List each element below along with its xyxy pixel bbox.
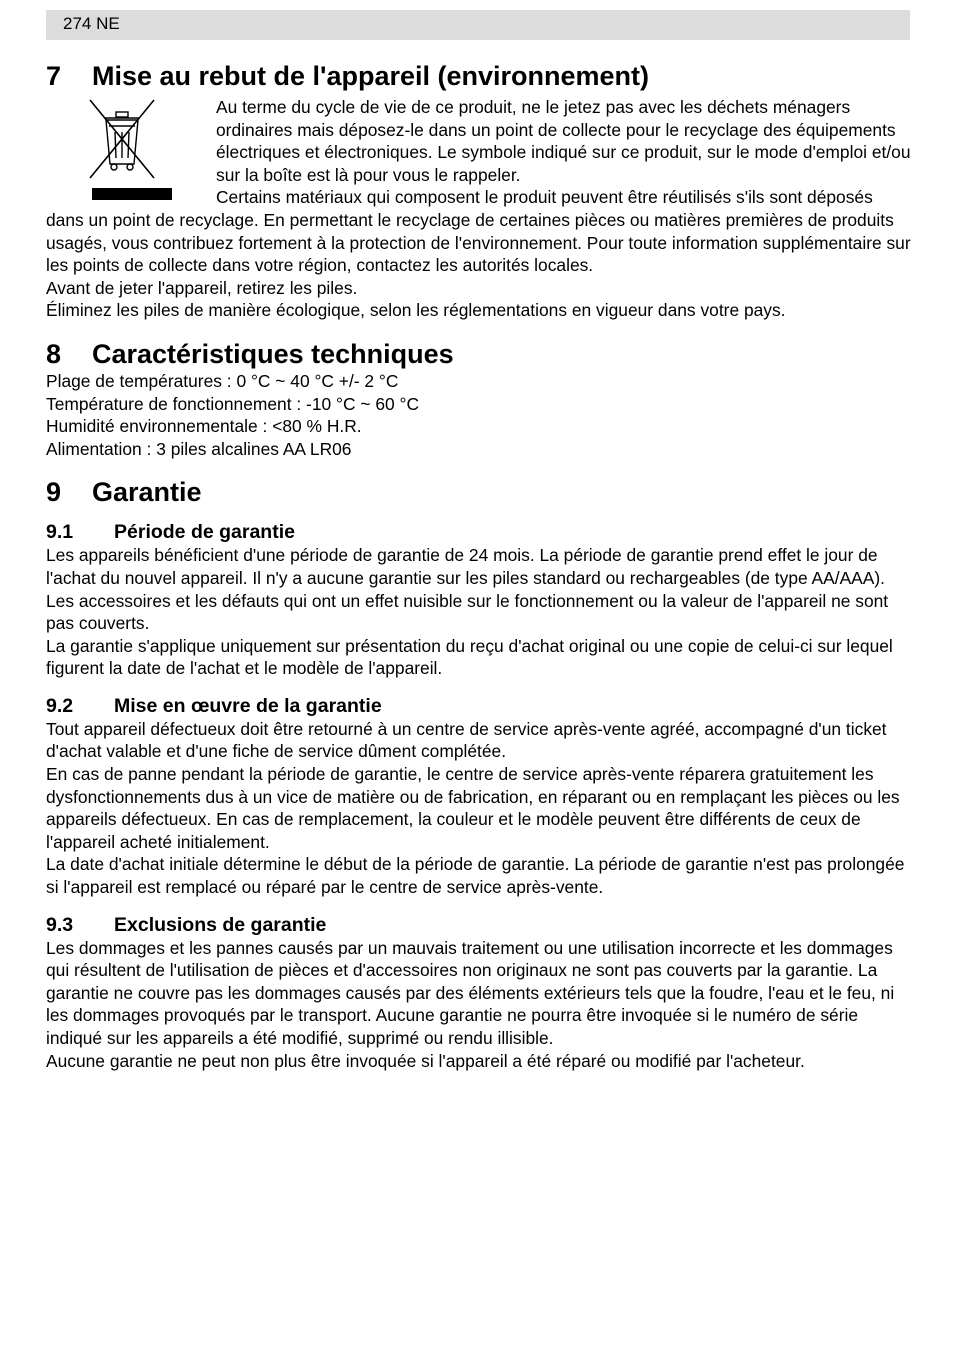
weee-crossed-bin-icon — [68, 96, 174, 206]
section-number: 7 — [46, 61, 62, 91]
subsection-warranty-period — [46, 520, 912, 680]
warranty-period-paragraph-1: Les appareils bénéficient d'une période de garantie de 24 mois. La période de garantie prend effet le jour de l'achat du nouvel appareil. Il n'y a aucune garantie sur les piles standard ou rechargeables (de type AA/AAA). Les accessoires et les défauts qui ont un effet nuisible sur le fonctionnement ou la valeur de l'appareil ne sont pas couverts. — [46, 545, 889, 634]
subsection-number: 9.3 — [46, 913, 74, 936]
document-body — [46, 60, 912, 1072]
section-warranty — [46, 476, 912, 1072]
disposal-paragraph-2: Certains matériaux qui composent le produit peuvent être réutilisés s'ils sont déposés dans un point de recyclage. En permettant le recyclage de certaines pièces ou matières premières de produits usagés, vous contribuez fortement à la protection de l'environnement. Pour toute information supplémentaire sur les points de collecte dans votre région, contactez les autorités locales. — [46, 187, 911, 276]
subsection-title: Exclusions de garantie — [114, 913, 327, 936]
section-specifications — [46, 338, 912, 460]
section-8-heading — [46, 338, 912, 370]
warranty-period-paragraph-2: La garantie s'applique uniquement sur présentation du reçu d'achat original ou une copie de celui-ci sur lequel figurent la date de l'achat et le modèle de l'appareil. — [46, 635, 893, 679]
subsection-title: Période de garantie — [114, 521, 295, 544]
section-title: Garantie — [92, 477, 202, 508]
page-label: 274 NE — [63, 14, 120, 33]
section-title: Caractéristiques techniques — [92, 338, 454, 369]
spec-line: Plage de températures : 0 °C ~ 40 °C +/- 2 °C — [46, 370, 399, 391]
spec-line: Humidité environnementale : <80 % H.R. — [46, 416, 362, 437]
subsection-number: 9.1 — [46, 521, 74, 544]
warranty-implementation-paragraph-2: En cas de panne pendant la période de garantie, le centre de service après-vente réparera gratuitement les dysfonctionnements dus à un vice de matière ou de fabrication, en réparant ou en remplaçant les pièces ou les appareils défectueux. En cas de remplacement, la couleur et le modèle peuvent être différents de ceux de l'appareil acheté initialement. — [46, 764, 900, 852]
warranty-implementation-paragraph-3: La date d'achat initiale détermine le début de la période de garantie. La période de garantie n'est pas prolongée si l'appareil est remplacé ou réparé par le centre de service après-vente. — [46, 854, 905, 898]
page-header-bar — [46, 10, 910, 40]
warranty-exclusions-paragraph-1: Les dommages et les pannes causés par un mauvais traitement ou une utilisation incorrecte et les dommages qui résultent de l'utilisation de pièces et d'accessoires non originaux ne sont pas couverts par la garantie. La garantie ne couvre pas les dommages causés par des éléments extérieurs tels que la foudre, l'eau et le feu, ni les dommages provoqués par le transport. Aucune garantie ne pourra être invoquée si le numéro de série indiqué sur les appareils a été modifié, supprimé ou rendu illisible. — [46, 937, 895, 1048]
section-title: Mise au rebut de l'appareil (environnement) — [92, 61, 650, 91]
subsection-warranty-implementation — [46, 694, 912, 899]
section-number: 9 — [46, 477, 62, 508]
section-9-heading — [46, 476, 912, 508]
subsection-warranty-exclusions — [46, 913, 912, 1073]
section-number: 8 — [46, 338, 62, 369]
subsection-title: Mise en œuvre de la garantie — [114, 694, 382, 717]
subsection-9-3-heading — [46, 913, 912, 937]
subsection-9-2-heading — [46, 694, 912, 718]
section-disposal — [46, 60, 912, 322]
subsection-9-1-heading — [46, 520, 912, 544]
spec-line: Alimentation : 3 piles alcalines AA LR06 — [46, 438, 352, 459]
disposal-paragraph-3: Avant de jeter l'appareil, retirez les piles. — [46, 277, 358, 298]
disposal-paragraph-1: Au terme du cycle de vie de ce produit, ne le jetez pas avec les déchets ménagers ordinaires mais déposez-le dans un point de collecte pour le recyclage des équipements électriques et électroniques. Le symbole indiqué sur ce produit, sur le mode d'emploi et/ou sur la boîte est là pour vous le rappeler. — [216, 97, 911, 185]
warranty-exclusions-paragraph-2: Aucune garantie ne peut non plus être invoquée si l'appareil a été réparé ou modifié par l'acheteur. — [46, 1050, 805, 1071]
subsection-number: 9.2 — [46, 694, 74, 717]
warranty-implementation-paragraph-1: Tout appareil défectueux doit être retourné à un centre de service après-vente agréé, accompagné d'un ticket d'achat valable et d'une fiche de service dûment complétée. — [46, 718, 887, 762]
spec-line: Température de fonctionnement : -10 °C ~ 60 °C — [46, 393, 420, 414]
disposal-paragraph-4: Éliminez les piles de manière écologique, selon les réglementations en vigueur dans votre pays. — [46, 300, 786, 321]
section-7-heading — [46, 60, 912, 92]
